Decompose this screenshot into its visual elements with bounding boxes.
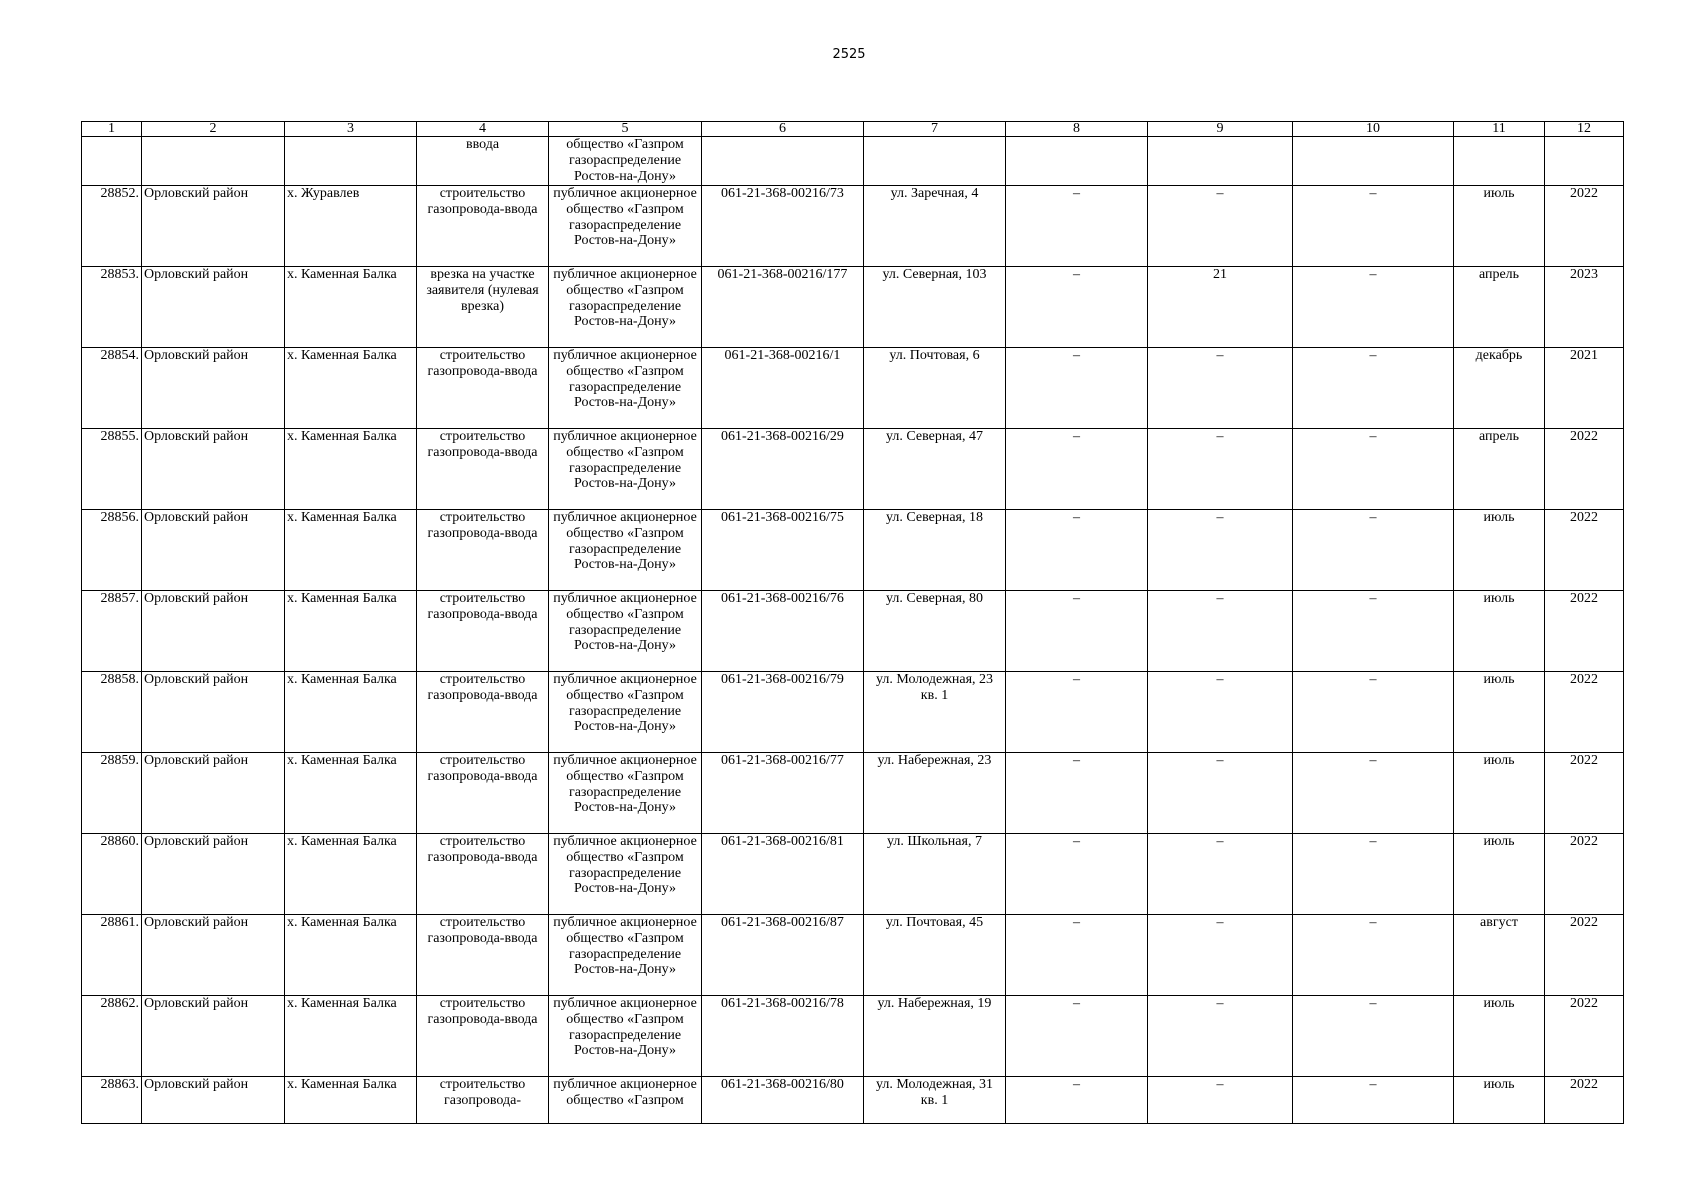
cell-owner: публичное акционерное общество «Газпром [549,1077,702,1124]
cell-owner: публичное акционерное общество «Газпром газораспределение Ростов-на-Дону» [549,186,702,267]
cell-locality: х. Каменная Балка [285,1077,417,1124]
table-row [82,672,1624,753]
cell-owner: публичное акционерное общество «Газпром газораспределение Ростов-на-Дону» [549,267,702,348]
cell-col9: – [1148,591,1293,672]
cell-locality: х. Каменная Балка [285,672,417,753]
cell-owner: публичное акционерное общество «Газпром газораспределение Ростов-на-Дону» [549,591,702,672]
cell-year: 2022 [1545,591,1624,672]
cell-district: Орловский район [142,753,285,834]
cell-code: 061-21-368-00216/177 [702,267,864,348]
cell-col8: – [1006,186,1148,267]
cell-owner: публичное акционерное общество «Газпром газораспределение Ростов-на-Дону» [549,915,702,996]
cell-col10: – [1293,267,1454,348]
cell-col10: – [1293,348,1454,429]
cell-owner: публичное акционерное общество «Газпром газораспределение Ростов-на-Дону» [549,834,702,915]
cell-col8: – [1006,591,1148,672]
cell-month: июль [1454,834,1545,915]
cell-address: ул. Почтовая, 6 [864,348,1006,429]
cell-month: июль [1454,591,1545,672]
table-row [82,348,1624,429]
cell-locality [285,137,417,186]
table-row [82,996,1624,1077]
column-header: 1 [82,122,142,137]
cell-year: 2022 [1545,996,1624,1077]
cell-col9: – [1148,429,1293,510]
cell-month: декабрь [1454,348,1545,429]
cell-col10: – [1293,186,1454,267]
cell-locality: х. Каменная Балка [285,591,417,672]
column-header: 9 [1148,122,1293,137]
cell-district: Орловский район [142,1077,285,1124]
cell-code: 061-21-368-00216/80 [702,1077,864,1124]
table-row [82,753,1624,834]
cell-district: Орловский район [142,429,285,510]
cell-col10: – [1293,429,1454,510]
cell-type: ввода [417,137,549,186]
cell-col9: – [1148,186,1293,267]
cell-address: ул. Северная, 18 [864,510,1006,591]
cell-col10: – [1293,1077,1454,1124]
cell-num: 28856. [82,510,142,591]
cell-type: строительство газопровода-ввода [417,996,549,1077]
cell-address: ул. Школьная, 7 [864,834,1006,915]
cell-col9: – [1148,996,1293,1077]
cell-locality: х. Каменная Балка [285,267,417,348]
cell-district: Орловский район [142,510,285,591]
cell-num: 28862. [82,996,142,1077]
cell-year: 2023 [1545,267,1624,348]
cell-type: строительство газопровода-ввода [417,591,549,672]
cell-code: 061-21-368-00216/1 [702,348,864,429]
column-header: 4 [417,122,549,137]
cell-col9: – [1148,915,1293,996]
table-row [82,510,1624,591]
cell-col8: – [1006,753,1148,834]
cell-district: Орловский район [142,348,285,429]
cell-locality: х. Каменная Балка [285,510,417,591]
cell-col10: – [1293,834,1454,915]
cell-num: 28852. [82,186,142,267]
cell-year: 2022 [1545,834,1624,915]
cell-col10 [1293,137,1454,186]
cell-code: 061-21-368-00216/79 [702,672,864,753]
cell-owner: публичное акционерное общество «Газпром газораспределение Ростов-на-Дону» [549,510,702,591]
cell-col9: – [1148,672,1293,753]
cell-type: строительство газопровода-ввода [417,753,549,834]
cell-col8: – [1006,510,1148,591]
cell-year [1545,137,1624,186]
cell-owner: публичное акционерное общество «Газпром газораспределение Ростов-на-Дону» [549,348,702,429]
cell-col10: – [1293,915,1454,996]
header-row [82,122,1624,137]
column-header: 6 [702,122,864,137]
cell-num: 28854. [82,348,142,429]
table-row [82,1077,1624,1124]
cell-year: 2021 [1545,348,1624,429]
cell-year: 2022 [1545,429,1624,510]
cell-month: апрель [1454,267,1545,348]
column-header: 10 [1293,122,1454,137]
cell-col10: – [1293,672,1454,753]
cell-num: 28863. [82,1077,142,1124]
cell-month: июль [1454,672,1545,753]
cell-col9: – [1148,753,1293,834]
cell-year: 2022 [1545,753,1624,834]
cell-locality: х. Каменная Балка [285,753,417,834]
cell-owner: публичное акционерное общество «Газпром газораспределение Ростов-на-Дону» [549,429,702,510]
cell-col8: – [1006,429,1148,510]
cell-address: ул. Почтовая, 45 [864,915,1006,996]
cell-col8: – [1006,267,1148,348]
cell-col9: – [1148,510,1293,591]
cell-code: 061-21-368-00216/29 [702,429,864,510]
cell-col9: 21 [1148,267,1293,348]
cell-locality: х. Каменная Балка [285,429,417,510]
continuation-row [82,137,1624,186]
cell-district: Орловский район [142,834,285,915]
cell-col9: – [1148,834,1293,915]
cell-year: 2022 [1545,672,1624,753]
cell-col8: – [1006,1077,1148,1124]
cell-month [1454,137,1545,186]
cell-address: ул. Северная, 80 [864,591,1006,672]
page-number: 2525 [832,47,866,62]
cell-locality: х. Каменная Балка [285,834,417,915]
cell-col10: – [1293,753,1454,834]
cell-district: Орловский район [142,267,285,348]
cell-col8: – [1006,834,1148,915]
cell-num: 28858. [82,672,142,753]
cell-col8: – [1006,348,1148,429]
cell-col10: – [1293,996,1454,1077]
cell-col9: – [1148,348,1293,429]
cell-code: 061-21-368-00216/77 [702,753,864,834]
cell-year: 2022 [1545,915,1624,996]
cell-month: июль [1454,1077,1545,1124]
cell-code: 061-21-368-00216/78 [702,996,864,1077]
cell-type: врезка на участке заявителя (нулевая врезка) [417,267,549,348]
cell-address: ул. Заречная, 4 [864,186,1006,267]
column-header: 11 [1454,122,1545,137]
cell-district: Орловский район [142,996,285,1077]
column-header: 3 [285,122,417,137]
cell-address: ул. Набережная, 19 [864,996,1006,1077]
cell-type: строительство газопровода-ввода [417,429,549,510]
table-row [82,267,1624,348]
column-header: 2 [142,122,285,137]
cell-locality: х. Каменная Балка [285,915,417,996]
cell-type: строительство газопровода-ввода [417,834,549,915]
cell-year: 2022 [1545,1077,1624,1124]
cell-month: июль [1454,510,1545,591]
table-row [82,591,1624,672]
cell-district: Орловский район [142,591,285,672]
cell-type: строительство газопровода-ввода [417,348,549,429]
cell-num: 28853. [82,267,142,348]
cell-month: июль [1454,753,1545,834]
cell-col8: – [1006,672,1148,753]
cell-year: 2022 [1545,510,1624,591]
cell-owner: публичное акционерное общество «Газпром газораспределение Ростов-на-Дону» [549,753,702,834]
cell-locality: х. Журавлев [285,186,417,267]
cell-address [864,137,1006,186]
cell-district [142,137,285,186]
cell-district: Орловский район [142,186,285,267]
cell-address: ул. Набережная, 23 [864,753,1006,834]
column-header: 5 [549,122,702,137]
cell-type: строительство газопровода- [417,1077,549,1124]
cell-month: июль [1454,186,1545,267]
cell-year: 2022 [1545,186,1624,267]
column-header: 12 [1545,122,1624,137]
cell-address: ул. Молодежная, 23 кв. 1 [864,672,1006,753]
column-header: 8 [1006,122,1148,137]
cell-code: 061-21-368-00216/76 [702,591,864,672]
cell-locality: х. Каменная Балка [285,348,417,429]
cell-num: 28861. [82,915,142,996]
cell-type: строительство газопровода-ввода [417,510,549,591]
cell-col8: – [1006,915,1148,996]
cell-col8: – [1006,996,1148,1077]
column-header: 7 [864,122,1006,137]
table-row [82,834,1624,915]
cell-month: июль [1454,996,1545,1077]
registry-table [81,121,1624,1124]
cell-owner: публичное акционерное общество «Газпром газораспределение Ростов-на-Дону» [549,996,702,1077]
cell-col8 [1006,137,1148,186]
cell-code: 061-21-368-00216/87 [702,915,864,996]
cell-code: 061-21-368-00216/73 [702,186,864,267]
cell-num: 28857. [82,591,142,672]
cell-col10: – [1293,591,1454,672]
cell-code [702,137,864,186]
cell-address: ул. Северная, 103 [864,267,1006,348]
cell-code: 061-21-368-00216/75 [702,510,864,591]
table-row [82,186,1624,267]
cell-col10: – [1293,510,1454,591]
table-row [82,915,1624,996]
cell-owner: общество «Газпром газораспределение Ростов-на-Дону» [549,137,702,186]
cell-type: строительство газопровода-ввода [417,915,549,996]
cell-num: 28860. [82,834,142,915]
cell-type: строительство газопровода-ввода [417,186,549,267]
cell-owner: публичное акционерное общество «Газпром газораспределение Ростов-на-Дону» [549,672,702,753]
cell-col9 [1148,137,1293,186]
cell-district: Орловский район [142,672,285,753]
table-row [82,429,1624,510]
cell-month: апрель [1454,429,1545,510]
cell-num: 28855. [82,429,142,510]
cell-num [82,137,142,186]
cell-address: ул. Молодежная, 31 кв. 1 [864,1077,1006,1124]
cell-num: 28859. [82,753,142,834]
cell-code: 061-21-368-00216/81 [702,834,864,915]
cell-month: август [1454,915,1545,996]
cell-address: ул. Северная, 47 [864,429,1006,510]
cell-locality: х. Каменная Балка [285,996,417,1077]
cell-type: строительство газопровода-ввода [417,672,549,753]
cell-col9: – [1148,1077,1293,1124]
cell-district: Орловский район [142,915,285,996]
